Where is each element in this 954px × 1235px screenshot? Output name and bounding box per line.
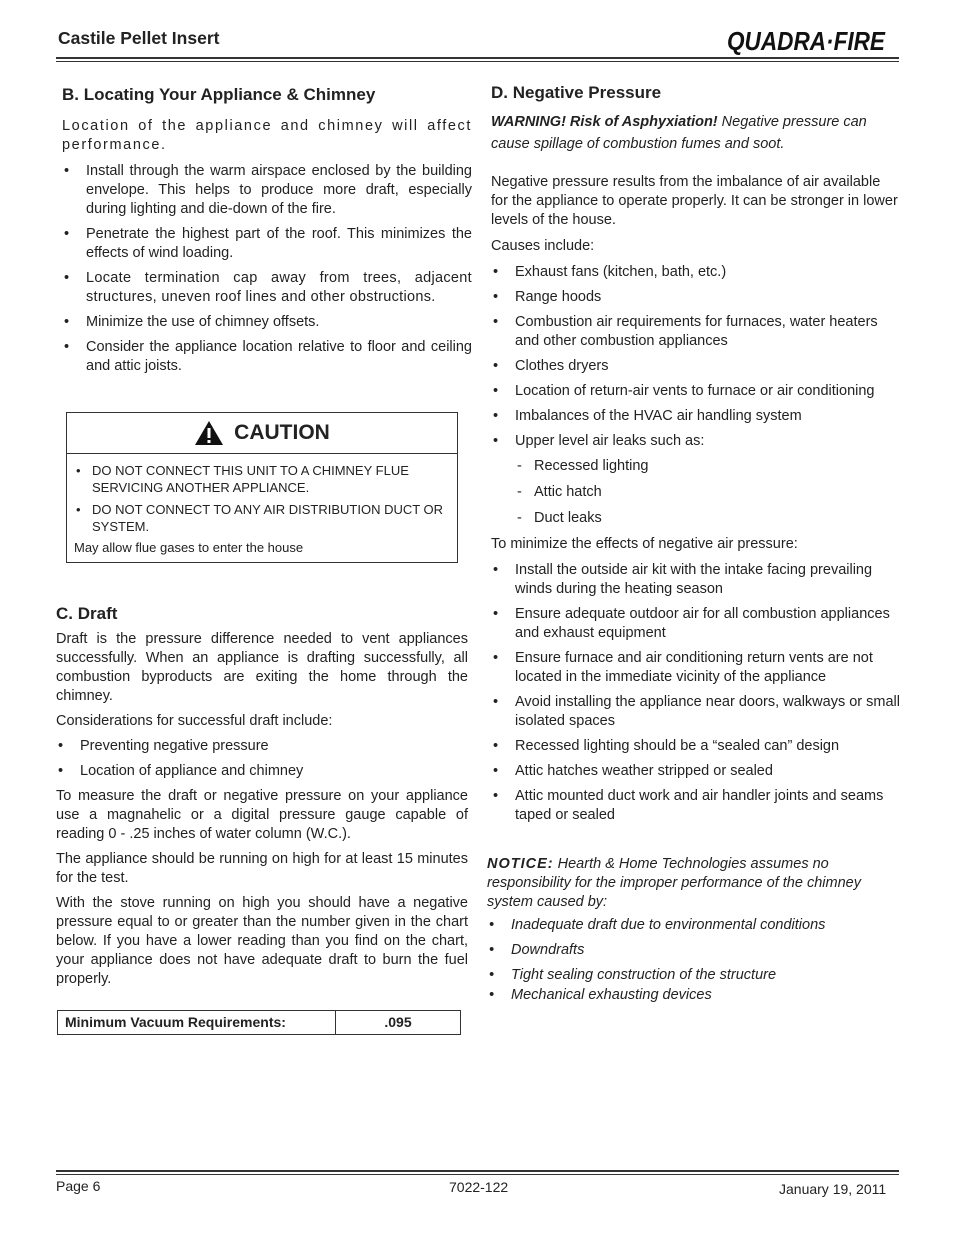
list-item: • Recessed lighting should be a “sealed can” design [491, 737, 901, 756]
list-item: • Tight sealing construction of the structure [487, 966, 897, 985]
list-item: • Consider the appliance location relative to floor and ceiling and attic joists. [62, 338, 472, 376]
list-item: • Location of return-air vents to furnace or air conditioning [491, 382, 901, 401]
list-item: • Install the outside air kit with the intake facing prevailing winds during the heating season [491, 561, 901, 599]
document-date: January 19, 2011 [779, 1181, 887, 1197]
notice-text [487, 855, 897, 912]
list-item: • Preventing negative pressure [56, 737, 468, 756]
warning-icon [194, 420, 224, 446]
draft-considerations-intro: Considerations for successful draft include: [56, 713, 333, 729]
list-item: • Install through the warm airspace enclosed by the building envelope. This helps to produce more draft, especially during lighting and die-down of the fire. [62, 162, 472, 219]
header-rule [56, 57, 899, 62]
notice-label: NOTICE: [487, 856, 554, 872]
list-item: • Avoid installing the appliance near doors, walkways or small isolated spaces [491, 693, 901, 731]
caution-header [67, 413, 457, 454]
list-item: • Clothes dryers [491, 357, 901, 376]
draft-test-duration: The appliance should be running on high for at least 15 minutes for the test. [56, 851, 468, 886]
document-title: Castile Pellet Insert [58, 28, 220, 48]
vacuum-value: .095 [384, 1014, 412, 1030]
list-item: • Penetrate the highest part of the roof. This minimizes the effects of wind loading. [62, 225, 472, 263]
draft-definition: Draft is the pressure difference needed to vent appliances successfully. When an appliance is drafting successfully, all combustion byproducts are exiting the home through the chimney. [56, 631, 468, 704]
minimize-list [491, 561, 901, 825]
list-item: - Attic hatch [515, 483, 901, 502]
section-c-heading: C. Draft [56, 604, 118, 623]
section-d-heading: D. Negative Pressure [491, 83, 662, 102]
list-item: • Locate termination cap away from trees, adjacent structures, uneven roof lines and other obstructions. [62, 269, 472, 307]
negative-pressure-definition: Negative pressure results from the imbalance of air available for the appliance to operate properly. It can be stronger in lower levels of the house. [491, 174, 898, 228]
vacuum-label: Minimum Vacuum Requirements: [58, 1011, 336, 1034]
list-item: • Ensure furnace and air conditioning return vents are not located in the immediate vicinity of the appliance [491, 649, 901, 687]
list-item: • Range hoods [491, 288, 901, 307]
list-item: • Upper level air leaks such as: [491, 432, 901, 451]
causes-list [491, 263, 901, 451]
warning-label: WARNING! Risk of Asphyxiation! [491, 114, 718, 130]
caution-title: CAUTION [234, 421, 330, 444]
section-b-list [62, 162, 472, 382]
vacuum-requirements-table [57, 1010, 461, 1035]
draft-measure-text: To measure the draft or negative pressure on your appliance use a magnahelic or a digital pressure gauge capable of reading 0 - .25 inches of water column (W.C.). [56, 788, 468, 842]
air-leaks-sublist [491, 457, 901, 528]
list-item: • Mechanical exhausting devices [487, 986, 897, 1005]
document-number: 7022-122 [449, 1179, 509, 1195]
section-b-heading: B. Locating Your Appliance & Chimney [62, 85, 376, 104]
draft-considerations-list [56, 737, 468, 781]
list-item: • Combustion air requirements for furnaces, water heaters and other combustion appliances [491, 313, 901, 351]
list-item: - Recessed lighting [515, 457, 901, 476]
list-item: • Location of appliance and chimney [56, 762, 468, 781]
page-number: Page 6 [56, 1178, 101, 1194]
list-item: • Downdrafts [487, 941, 897, 960]
notice-list [487, 916, 897, 1005]
list-item: • DO NOT CONNECT TO ANY AIR DISTRIBUTION DUCT OR SYSTEM. [74, 501, 451, 535]
minimize-intro: To minimize the effects of negative air pressure: [491, 536, 798, 552]
section-b-intro: Location of the appliance and chimney will affect performance. [62, 118, 472, 153]
quadra-fire-logo [725, 22, 890, 58]
caution-note: May allow flue gases to enter the house [74, 540, 304, 555]
list-item: - Duct leaks [515, 509, 901, 528]
footer-rule [56, 1170, 899, 1175]
warning-text: Negative pressure can cause spillage of combustion fumes and soot. [491, 114, 867, 152]
list-item: • Inadequate draft due to environmental conditions [487, 916, 897, 935]
asphyxiation-warning [491, 111, 901, 155]
list-item: • Ensure adequate outdoor air for all combustion appliances and exhaust equipment [491, 605, 901, 643]
svg-text:QUADRA·FIRE: QUADRA·FIRE [727, 26, 886, 56]
list-item: • Imbalances of the HVAC air handling system [491, 407, 901, 426]
caution-list [74, 462, 451, 535]
list-item: • DO NOT CONNECT THIS UNIT TO A CHIMNEY FLUE SERVICING ANOTHER APPLIANCE. [74, 462, 451, 496]
list-item: • Exhaust fans (kitchen, bath, etc.) [491, 263, 901, 282]
list-item: • Minimize the use of chimney offsets. [62, 313, 472, 332]
notice-body: Hearth & Home Technologies assumes no responsibility for the improper performance of the chimney system caused by: [487, 856, 861, 910]
list-item: • Attic mounted duct work and air handler joints and seams taped or sealed [491, 787, 901, 825]
draft-pressure-text: With the stove running on high you should have a negative pressure equal to or greater than the number given in the chart below. If you have a lower reading than you find on the chart, your appliance does not have adequate draft to burn the fuel properly. [56, 895, 468, 987]
causes-intro: Causes include: [491, 238, 595, 254]
list-item: • Attic hatches weather stripped or sealed [491, 762, 901, 781]
caution-box [66, 412, 458, 563]
